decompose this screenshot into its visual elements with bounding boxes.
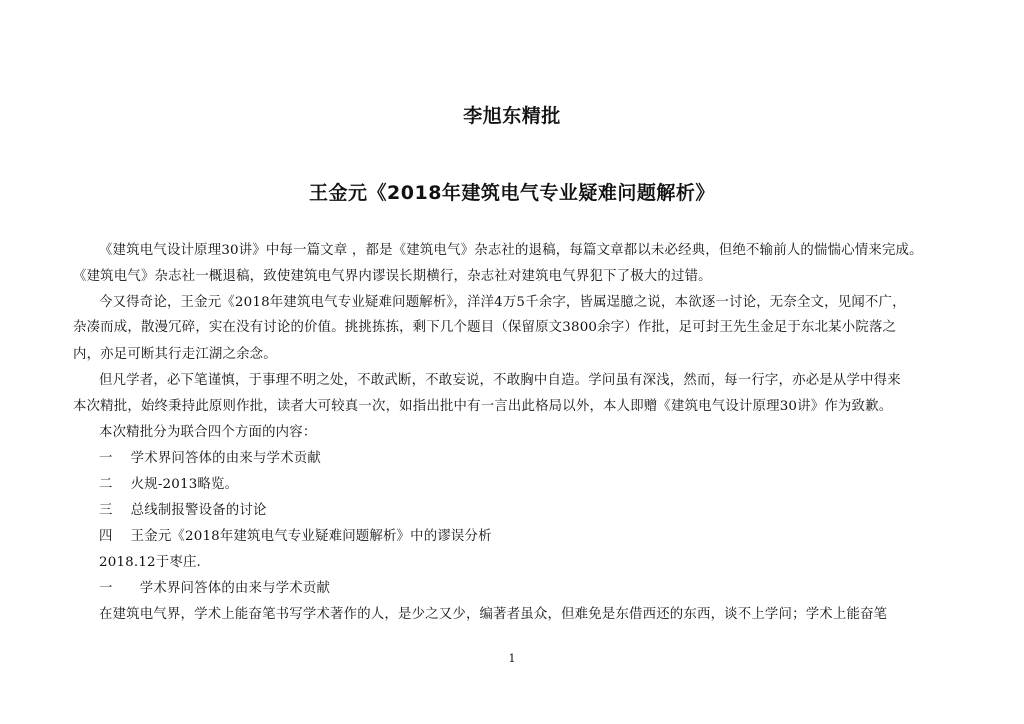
paragraph-line: 《建筑电气》杂志社一概退稿，致使建筑电气界内谬误长期横行，杂志社对建筑电气界犯下了极大的过错。 (73, 269, 712, 284)
outline-item: 三 总线制报警设备的讨论 (99, 503, 267, 518)
paragraph-line: 今又得奇论，王金元《2018年建筑电气专业疑难问题解析》，洋洋4万5千余字，皆属逞臆之说，本欲逐一讨论，无奈全文，见闻不广， (99, 295, 906, 310)
paragraph-line: 在建筑电气界，学术上能奋笔书写学术著作的人，是少之又少，编著者虽众，但难免是东借西还的东西，谈不上学问；学术上能奋笔 (99, 607, 888, 622)
paragraph-line: 本次精批，始终秉持此原则作批，读者大可较真一次，如指出批中有一言出此格局以外，本人即赠《建筑电气设计原理30讲》作为致歉。 (73, 399, 893, 414)
paragraph-line: 但凡学者，必下笔谨慎，于事理不明之处，不敢武断，不敢妄说，不敢胸中自造。学问虽有深浅，然而，每一行字，亦必是从学中得来 (99, 373, 901, 388)
document-title: 李旭东精批 (463, 105, 561, 127)
outline-item: 二 火规-2013略览。 (99, 477, 239, 492)
paragraph-line: 《建筑电气设计原理30讲》中每一篇文章 ，都是《建筑电气》杂志社的退稿，每篇文章都以未必经典，但绝不输前人的惴惴心情来完成。 (99, 243, 923, 258)
document-subtitle: 王金元《2018年建筑电气专业疑难问题解析》 (309, 182, 715, 204)
paragraph-line: 内，亦足可断其行走江湖之余念。 (73, 347, 277, 362)
outline-item: 一 学术界问答体的由来与学术贡献 (99, 451, 321, 466)
date-line: 2018.12于枣庄. (99, 555, 202, 570)
paragraph-line: 本次精批分为联合四个方面的内容： (99, 425, 317, 440)
page-number: 1 (508, 652, 516, 665)
paragraph-line: 杂凑而成，散漫冗碎，实在没有讨论的价值。挑挑拣拣，剩下几个题目（保留原文3800余字）作批，足可封王先生金足于东北某小院落之 (73, 320, 897, 335)
outline-item: 四 王金元《2018年建筑电气专业疑难问题解析》中的谬误分析 (99, 529, 492, 544)
section-heading: 一 学术界问答体的由来与学术贡献 (99, 581, 331, 596)
